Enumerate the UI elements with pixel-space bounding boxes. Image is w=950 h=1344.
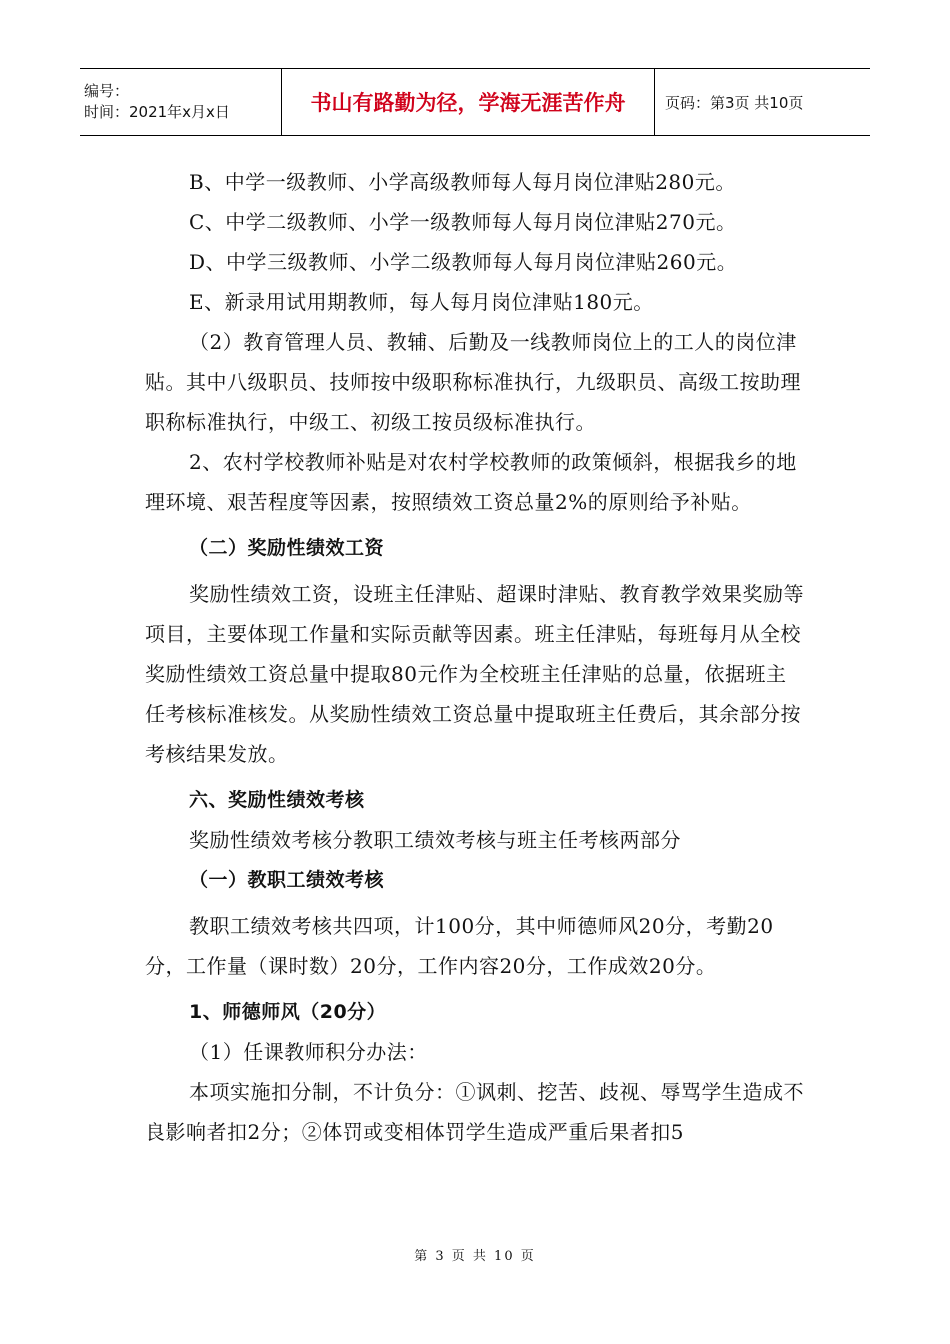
page-footer: 第 3 页 共 10 页 [414, 1249, 536, 1264]
section-heading: 1、师德师风（20分） [189, 1001, 387, 1023]
paragraph: 奖励性绩效考核分教职工绩效考核与班主任考核两部分 [189, 828, 681, 852]
paragraph: 教职工绩效考核共四项，计100分，其中师德师风20分，考勤20分，工作量（课时数）20分，工作内容20分，工作成效20分。 [145, 914, 774, 978]
document-time-label: 时间：2021年x月x日 [84, 103, 230, 121]
motto-text: 书山有路勤为径，学海无涯苦作舟 [310, 91, 626, 115]
section-heading: （二）奖励性绩效工资 [189, 537, 385, 559]
paragraph: 本项实施扣分制，不计负分：①讽刺、挖苦、歧视、辱骂学生造成不良影响者扣2分；②体罚或变相体罚学生造成严重后果者扣5 [145, 1080, 804, 1144]
section-heading: 六、奖励性绩效考核 [189, 789, 365, 811]
paragraph: （2）教育管理人员、教辅、后勤及一线教师岗位上的工人的岗位津贴。其中八级职员、技师按中级职称标准执行，九级职员、高级工按助理职称标准执行，中级工、初级工按员级标准执行。 [145, 330, 801, 434]
paragraph: D、中学三级教师、小学二级教师每人每月岗位津贴260元。 [189, 250, 738, 274]
paragraph: E、新录用试用期教师，每人每月岗位津贴180元。 [189, 290, 654, 314]
paragraph: 奖励性绩效工资，设班主任津贴、超课时津贴、教育教学效果奖励等项目，主要体现工作量和实际贡献等因素。班主任津贴，每班每月从全校奖励性绩效工资总量中提取80元作为全校班主任津贴的总量，依据班主任考核标准核发。从奖励性绩效工资总量中提取班主任费后，其余部分按考核结果发放。 [145, 582, 804, 766]
header-page-info [655, 69, 870, 135]
section-heading: （一）教职工绩效考核 [189, 869, 385, 891]
paragraph: C、中学二级教师、小学一级教师每人每月岗位津贴270元。 [189, 210, 737, 234]
page-header [80, 68, 870, 136]
page-info-text: 页码：第3页 共10页 [665, 93, 804, 112]
paragraph: （1）任课教师积分办法： [189, 1040, 428, 1064]
header-meta [80, 69, 282, 135]
document-number-label: 编号： [84, 82, 130, 100]
paragraph: 2、农村学校教师补贴是对农村学校教师的政策倾斜，根据我乡的地理环境、艰苦程度等因素，按照绩效工资总量2%的原则给予补贴。 [145, 450, 797, 514]
header-motto [282, 69, 655, 135]
document-body [145, 162, 805, 1152]
paragraph: B、中学一级教师、小学高级教师每人每月岗位津贴280元。 [189, 170, 736, 194]
